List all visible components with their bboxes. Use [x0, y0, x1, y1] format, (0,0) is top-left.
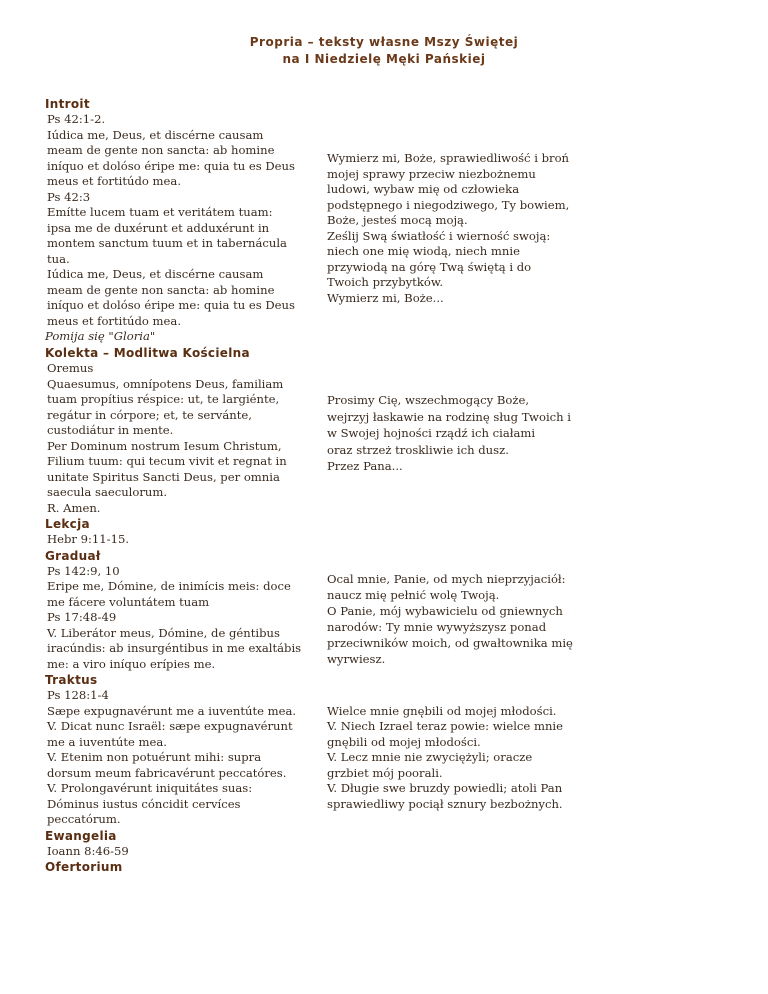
gradual-latin-line: V. Liberátor meus, Dómine, de géntibus [47, 625, 280, 640]
gradual-polish-line: Ocal mnie, Panie, od mych nieprzyjaciół: [327, 571, 566, 586]
introit-latin-line: Iúdica me, Deus, et discérne causam [47, 267, 264, 281]
lekcja-reference: Hebr 9:11-15. [47, 532, 130, 546]
kolekta-polish-line: wejrzyj łaskawie na rodzinę sług Twoich i [327, 409, 572, 424]
gradual-polish-line: wyrwiesz. [327, 651, 386, 666]
kolekta-polish-line: w Swojej hojności rządź ich ciałami [327, 426, 536, 440]
introit-latin-line: iníquo et dolóso éripe me: quia tu es Deus [47, 158, 295, 173]
introit-latin-line: Ps 42:3 [47, 189, 91, 204]
introit-latin-line: montem sanctum tuum et in tabernácula [47, 236, 287, 250]
lekcja-section [45, 532, 725, 548]
traktus-latin-line: me a iuventúte mea. [47, 734, 167, 749]
introit-latin-line: Iúdica me, Deus, et discérne causam [47, 127, 264, 142]
gradual-latin-line: me: a viro iníquo erípies me. [47, 656, 216, 671]
traktus-latin-line: Ps 128:1-4 [47, 688, 109, 702]
introit-latin-line: iníquo et dolóso éripe me: quia tu es Deus [47, 298, 295, 312]
kolekta-latin-line: custodiátur in mente. [47, 423, 174, 437]
kolekta-section [45, 361, 725, 516]
traktus-latin-line: V. Prolongavérunt iniquitátes suas: [47, 781, 253, 795]
traktus-polish-line: V. Długie swe bruzdy powiedli; atoli Pan [327, 781, 563, 795]
gradual-latin [45, 564, 325, 673]
ewangelia-reference: Ioann 8:46-59 [47, 843, 129, 858]
introit-latin-line: tua. [47, 251, 70, 266]
ewangelia-section [45, 844, 725, 860]
kolekta-polish-line: Przez Pana... [327, 459, 403, 473]
introit-polish-line: ludowi, wybaw mię od człowieka [327, 182, 520, 196]
traktus-latin-line: V. Dicat nunc Israël: sæpe expugnavérunt [47, 719, 293, 733]
traktus-latin-line: dorsum meum fabricavérunt peccatóres. [47, 765, 287, 780]
gradual-latin-line: me fácere voluntátem tuam [47, 594, 210, 609]
gradual-polish-line: naucz mię pełnić wolę Twoją. [327, 587, 500, 602]
traktus-latin [45, 688, 325, 828]
introit-latin-line: meam de gente non sancta: ab homine [47, 282, 275, 297]
kolekta-latin-line: R. Amen. [47, 500, 101, 515]
propers-content [45, 96, 725, 875]
traktus-heading: Traktus [45, 673, 98, 687]
kolekta-latin-line: saecula saeculorum. [47, 485, 168, 499]
introit-latin-line: ipsa me de duxérunt et adduxérunt in [47, 220, 270, 235]
introit-polish-line: mojej sprawy przeciw niezbożnemu [327, 166, 536, 181]
introit-latin-line: Emítte lucem tuam et veritátem tuam: [47, 205, 273, 219]
traktus-section [45, 688, 725, 828]
traktus-polish-line: V. Lecz mnie nie zwyciężyli; oracze [327, 750, 533, 764]
lekcja-heading: Lekcja [45, 517, 90, 531]
ofertorium-heading: Ofertorium [45, 860, 123, 874]
introit-polish-line: Wymierz mi, Boże, sprawiedliwość i broń [327, 151, 570, 165]
kolekta-heading: Kolekta – Modlitwa Kościelna [45, 346, 250, 360]
introit-polish-line: przywiodą na górę Twą świętą i do [327, 259, 532, 274]
gradual-section [45, 564, 725, 673]
kolekta-latin-line: Quaesumus, omnípotens Deus, familiam [47, 376, 284, 391]
gradual-latin-line: iracúndis: ab insurgéntibus in me exaltábis [47, 641, 302, 655]
traktus-polish-line: gnębili od mojej młodości. [327, 734, 481, 749]
gloria-note: Pomija się "Gloria" [45, 329, 156, 343]
introit-polish-line: Ześlij Swą światłość i wierność swoją: [327, 228, 551, 243]
gradual-polish-line: przeciwników moich, od gwałtownika mię [327, 635, 573, 650]
traktus-polish-line: sprawiedliwy pociął sznury bezbożnych. [327, 796, 563, 811]
traktus-polish-line: grzbiet mój poorali. [327, 765, 443, 780]
traktus-latin-line: Sæpe expugnavérunt me a iuventúte mea. [47, 703, 297, 718]
gradual-heading: Graduał [45, 548, 101, 563]
page-title [0, 34, 768, 68]
introit-latin-line: meus et fortitúdo mea. [47, 313, 182, 328]
introit-heading: Introit [45, 97, 90, 111]
kolekta-latin [45, 361, 325, 516]
ewangelia-latin [45, 844, 325, 860]
gradual-polish-line: O Panie, mój wybawicielu od gniewnych [327, 603, 563, 618]
gradual-latin-line: Ps 17:48-49 [47, 610, 117, 624]
ewangelia-heading: Ewangelia [45, 828, 117, 843]
introit-polish-line: podstępnego i niegodziwego, Ty bowiem, [327, 197, 570, 212]
gradual-polish-line: narodów: Ty mnie wywyższysz ponad [327, 619, 547, 634]
kolekta-polish [327, 361, 627, 516]
gradual-latin-line: Ps 142:9, 10 [47, 563, 120, 578]
kolekta-latin-line: regátur in córpore; et, te servánte, [47, 407, 252, 422]
introit-polish-line: Twoich przybytków. [327, 275, 444, 289]
title-line-1: Propria – teksty własne Mszy Świętej [249, 35, 519, 49]
gradual-latin-line: Eripe me, Dómine, de inimícis meis: doce [47, 579, 291, 593]
gradual-polish [327, 564, 627, 673]
introit-polish-line: niech one mię wiodą, niech mnie [327, 244, 520, 258]
kolekta-latin-line: unitate Spiritus Sancti Deus, per omnia [47, 469, 280, 484]
introit-latin-line: Ps 42:1-2. [47, 112, 106, 126]
introit-latin-line: meam de gente non sancta: ab homine [47, 143, 275, 157]
traktus-polish [327, 688, 627, 828]
kolekta-polish-line: oraz strzeż troskliwie ich dusz. [327, 442, 509, 457]
traktus-latin-line: peccatórum. [47, 812, 121, 826]
title-line-2: na I Niedzielę Męki Pańskiej [282, 52, 486, 66]
introit-polish [327, 112, 627, 329]
traktus-latin-line: Dóminus iustus cóncidit cervíces [47, 796, 241, 811]
kolekta-latin-line: Oremus [47, 361, 94, 375]
introit-polish-line: Wymierz mi, Boże... [327, 290, 444, 305]
kolekta-latin-line: Filium tuum: qui tecum vivit et regnat in [47, 454, 287, 468]
traktus-polish-line: V. Niech Izrael teraz powie: wielce mnie [327, 719, 563, 733]
introit-latin [45, 112, 325, 329]
kolekta-latin-line: Per Dominum nostrum Iesum Christum, [47, 438, 282, 453]
lekcja-latin [45, 532, 325, 548]
traktus-polish-line: Wielce mnie gnębili od mojej młodości. [327, 703, 557, 718]
introit-section [45, 112, 725, 329]
introit-polish-line: Boże, jesteś mocą moją. [327, 213, 468, 227]
introit-latin-line: meus et fortitúdo mea. [47, 174, 182, 188]
traktus-latin-line: V. Etenim non potuérunt mihi: supra [47, 750, 262, 764]
kolekta-latin-line: tuam propítius réspice: ut, te largiénte, [47, 392, 280, 406]
kolekta-polish-line: Prosimy Cię, wszechmogący Boże, [327, 393, 530, 407]
